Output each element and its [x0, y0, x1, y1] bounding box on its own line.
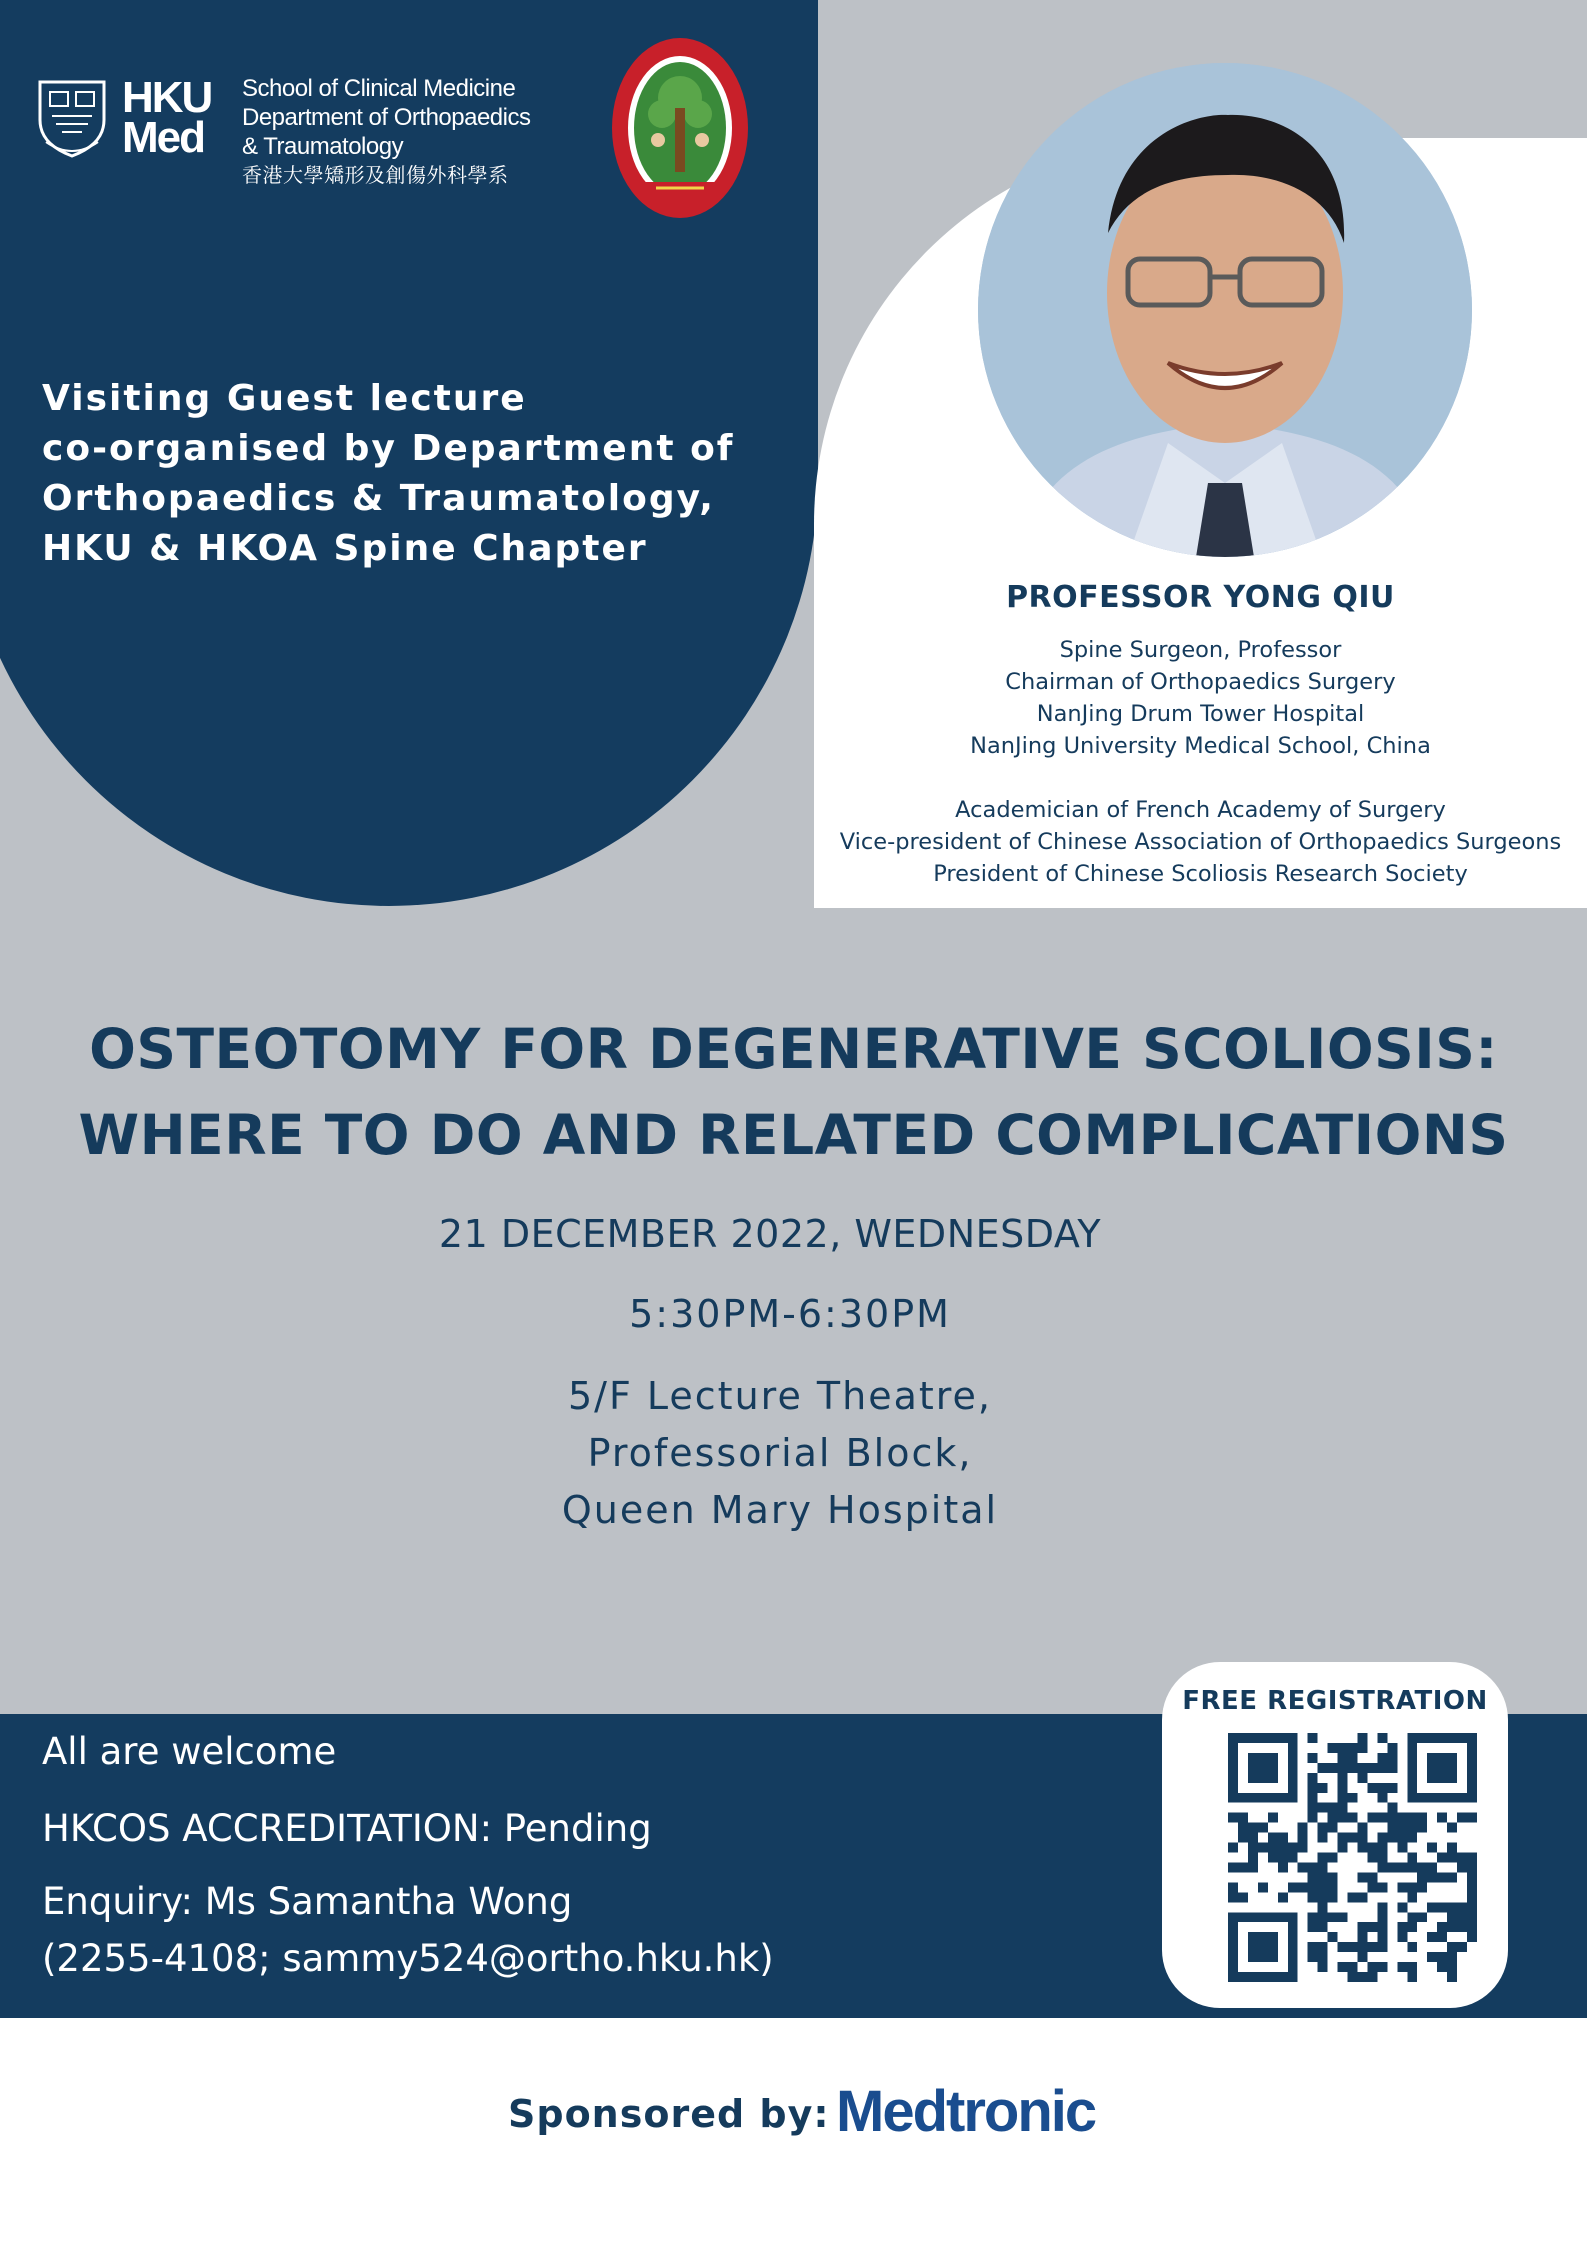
- enquiry-text: Enquiry: Ms Samantha Wong: [42, 1880, 573, 1923]
- hku-wordmark-line2: Med: [122, 113, 204, 162]
- speaker-honour-1: Academician of French Academy of Surgery: [955, 797, 1446, 823]
- qr-code-icon[interactable]: [1228, 1733, 1477, 1982]
- venue-line3: Queen Mary Hospital: [561, 1488, 999, 1532]
- venue-line2: Professorial Block,: [587, 1431, 973, 1475]
- lecture-title: [0, 1006, 1587, 1178]
- welcome-text: All are welcome: [42, 1730, 337, 1773]
- speaker-title-1: Spine Surgeon, Professor: [1059, 637, 1342, 663]
- speaker-portrait-icon: [978, 63, 1472, 557]
- speaker-honour-3: President of Chinese Scoliosis Research Society: [933, 861, 1468, 887]
- contact-details: (2255-4108; sammy524@ortho.hku.hk): [42, 1937, 774, 1980]
- venue-line1: 5/F Lecture Theatre,: [567, 1374, 993, 1418]
- speaker-name: PROFESSOR YONG QIU: [1006, 580, 1395, 615]
- free-registration-label: FREE REGISTRATION: [1182, 1686, 1488, 1716]
- hku-crest-icon: [36, 76, 108, 158]
- intro-line4: HKU & HKOA Spine Chapter: [42, 528, 648, 569]
- school-line3: & Traumatology: [242, 133, 404, 160]
- speaker-title-3: NanJing Drum Tower Hospital: [1036, 701, 1365, 727]
- speaker-credentials: [814, 634, 1587, 890]
- lecture-title-line2: WHERE TO DO AND RELATED COMPLICATIONS: [78, 1103, 1509, 1167]
- school-name: [242, 74, 531, 191]
- school-line2: Department of Orthopaedics: [242, 104, 531, 131]
- speaker-photo: [978, 63, 1472, 557]
- speaker-honour-2: Vice-president of Chinese Association of Orthopaedics Surgeons: [839, 829, 1562, 855]
- accreditation-text: HKCOS ACCREDITATION: Pending: [42, 1807, 652, 1850]
- speaker-title-2: Chairman of Orthopaedics Surgery: [1005, 669, 1396, 695]
- sponsored-by-label: Sponsored by:: [508, 2092, 830, 2136]
- hku-med-logo: [36, 72, 212, 162]
- medtronic-logo: Medtronic: [836, 2079, 1096, 2144]
- intro-line3: Orthopaedics & Traumatology,: [42, 478, 715, 519]
- lecture-time: 5:30PM-6:30PM: [629, 1292, 951, 1336]
- hku-med-wordmark: [122, 73, 212, 162]
- intro-line2: co-organised by Department of: [42, 428, 735, 469]
- intro-line1: Visiting Guest lecture: [42, 378, 527, 419]
- hku-wordmark-line1: HKU: [122, 73, 212, 122]
- lecture-venue: [0, 1368, 1560, 1539]
- school-line1: School of Clinical Medicine: [242, 75, 516, 102]
- event-intro: [42, 374, 802, 574]
- school-chinese-name: 香港大學矯形及創傷外科學系: [242, 165, 509, 187]
- spacer: [814, 762, 1587, 794]
- lecture-title-line1: OSTEOTOMY FOR DEGENERATIVE SCOLIOSIS:: [89, 1017, 1498, 1081]
- speaker-title-4: NanJing University Medical School, China: [970, 733, 1431, 759]
- lecture-date: 21 DECEMBER 2022, WEDNESDAY: [438, 1212, 1102, 1256]
- hong-kong-orthopaedic-association-seal-icon: [608, 32, 752, 236]
